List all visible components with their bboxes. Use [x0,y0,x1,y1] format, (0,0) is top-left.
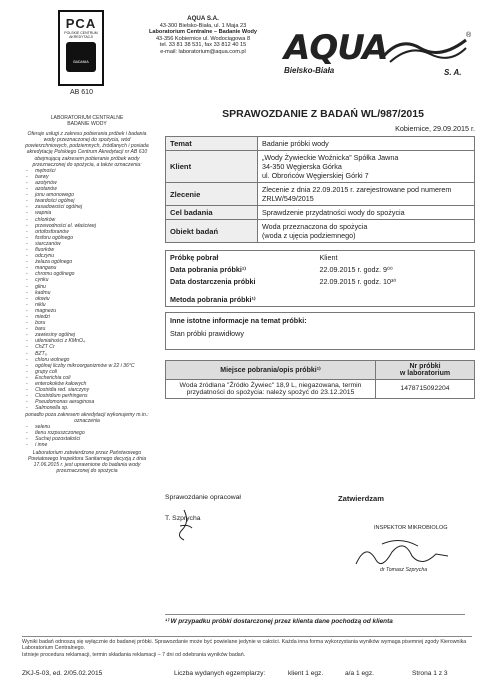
sidebar-analysis-list [22,168,152,412]
list-item-text: i inne [35,441,48,448]
sample-by-label: Próbkę pobrał [170,252,219,262]
table-row [166,183,475,206]
list-item-text: mętności [35,167,56,174]
place-header: Miejsce pobrania/opis próbki¹⁾ [166,360,376,379]
row-value: Sprawdzenie przydatności wody do spożycia [258,206,475,220]
company-line4: tel. 33 81 38 531, fax 33 812 40 15 [159,42,247,49]
sample-table [165,250,475,307]
table-row [166,251,475,264]
list-item-text: przewodności el. właściwej [35,222,96,229]
logo-city: Bielsko-Biała [284,66,335,75]
logo-registered: ® [466,32,472,39]
row-label: Cel badania [166,206,258,220]
list-item-text: Clostridium perfringens [35,393,88,400]
info-label: Inne istotne informacje na temat próbki: [170,315,307,325]
table-row [166,220,475,243]
date-take-value: 22.09.2015 r. godz. 9⁰⁰ [319,264,393,274]
table-row [166,206,475,220]
table-header-row [166,360,475,379]
place-value: Woda źródlana "Źródło Żywiec" 18,9 L, niegazowana, termin przydatności do spożycia: należy spożyć do 23.12.2015 [166,379,376,398]
list-item-text: magnezu [35,307,57,314]
list-item-text: zasadowości ogólnej [35,204,83,211]
row-value: Badanie próbki wody [258,137,475,151]
list-item-text: wapnia [35,210,52,217]
accreditation-code: AB 610 [70,89,93,96]
report-main [165,108,475,399]
list-item-text: fluorków [35,246,55,253]
row-value: „Wody Żywieckie Woźnicka” Spółka Jawna 34-350 Węgierska Górka ul. Obrońców Węgierskiej Górki 7 [258,151,475,183]
company-name: AQUA S.A. [187,15,219,22]
copies-client: klient 1 egz. [288,670,324,677]
list-item-text: grupy coli [35,368,57,375]
list-item-text: barwy [35,173,49,180]
approve-name: dr Tomasz Szprycha [380,567,428,573]
company-line2: Laboratorium Centralne – Badanie Wody [148,29,258,36]
approval-signature-icon [352,534,452,574]
report-title: SPRAWOZDANIE Z BADAŃ WL/987/2015 [222,108,424,120]
info-value: Stan próbki prawidłowy [170,328,244,338]
footer-line2: Istnieje procedura reklamacji, termin składania reklamacji – 7 dni od odebrania wyników badań. [22,651,246,658]
method-value [316,287,475,306]
list-item-text: Escherichia coli [35,374,71,381]
list-item-text: chloru wolnego [35,356,70,363]
list-item-text: azotanów [35,186,57,193]
sample-place-table [165,360,475,399]
page-number: Strona 1 z 3 [412,670,448,677]
report-place-date: Kobiernice, 29.09.2015 r. [395,124,475,133]
list-item-text: Salmonella sp. [35,405,69,412]
list-item-text: Clostridia red. siarczyny [35,387,90,394]
list-item-text: niklu [35,301,46,308]
pca-accreditation-badge [58,10,104,86]
list-item-text: Suchej pozostałości [35,435,81,442]
list-item-text: jonu amonowego [35,192,74,199]
signature-icon [170,508,200,542]
list-item-text: tlenu rozpuszczonego [35,429,85,436]
row-label: Zlecenie [166,183,258,206]
list-item-text: BZT₅ [35,350,47,357]
footnote: ¹⁾ W przypadku próbki dostarczonej przez klienta dane pochodzą od klienta [165,614,465,625]
list-item-text: selenu [35,423,51,430]
table-row [166,151,475,183]
list-item-text: miedzi [35,314,50,320]
list-item-text: zawiesiny ogólnej [35,332,76,339]
approve-role: INSPEKTOR MIKROBIOLOG [374,525,448,531]
nr-header: Nr próbki w laboratorium [376,360,475,379]
table-row [166,137,475,151]
row-value: Zlecenie z dnia 22.09.2015 r. zarejestrowane pod numerem ZRLW/549/2015 [258,183,475,206]
list-item-text: fosforu ogólnego [35,234,74,241]
list-item-text: siarczanów [35,240,61,247]
company-line1: 43-300 Bielsko-Biała, ul. 1 Maja 23 [159,22,247,29]
table-row [166,263,475,275]
list-item-text: ChZT Cr [35,344,55,351]
list-item-text: utlenialności z KMnO₄ [35,338,86,345]
copies-label: Liczba wydanych egzemplarzy: [174,670,266,677]
prepared-name: T. Szprycha [165,515,201,522]
copies-aa: a/a 1 egz. [345,670,374,677]
date-deliv-value: 22.09.2015 r. godz. 10³⁰ [319,276,397,286]
table-row [166,275,475,287]
sidebar-head2: BADANIE WODY [67,121,107,128]
list-item-text: baru [35,326,46,333]
sidebar-head1: LABORATORIUM CENTRALNE [50,115,124,121]
row-label: Klient [166,151,258,183]
date-deliv-label: Data dostarczenia próbki [170,276,256,286]
list-item [26,442,152,448]
pca-stamp-icon [66,42,96,72]
list-item-text: chlorków [35,216,56,223]
list-item-text: żelaza ogólnego [35,259,73,266]
list-item-text: azotynów [35,179,57,186]
list-item-text: ogólnej liczby mikroorganizmów w 22 i 36°C [35,362,135,369]
form-code: ZKJ-5-03, ed. 2/05.02.2015 [22,670,103,677]
approve-label: Zatwierdzam [338,494,384,503]
pca-title: PCA [65,16,97,31]
row-value: Woda przeznaczona do spożycia (woda z ujęcia podziemnego) [258,220,475,243]
nr-value: 1478715092204 [376,379,475,398]
pca-sub2: AKREDYTACJI [69,35,93,39]
table-row [166,287,475,306]
date-take-label: Data pobrania próbki¹⁾ [170,264,247,274]
company-line3: 43-356 Kobiernice ul. Wodociągowa 8 [155,35,251,42]
footer-notice [22,636,472,658]
row-label: Temat [166,137,258,151]
list-item-text: cynku [35,277,49,284]
aqua-logo [284,28,474,82]
sidebar-extra-list [22,424,152,448]
sidebar-outro: Laboratorium zatwierdzone przez Państwowego Powiatowego Inspektora Sanitarnego decyzją z dnia 17.06.2015 r. jest uprawnione do badania wody przeznaczonej do spożycia [27,450,147,475]
list-item-text: Pseudomonas aeruginosa [35,399,95,406]
pca-stamp-label: BADANIA [73,60,89,64]
sidebar-intro: Oferuje usługi z zakresu pobierania próbek i badania wody przeznaczonej do spożycia, wód powierzchniowych, podziemnych, źródlanych i posiada akredytację Polskiego Centrum Akredytacji nr AB 610 obejmującą zakresem pobieranie próbek wody przeznaczonej do spożycia, a także oznaczenia: [25,131,149,168]
list-item-text: kadmu [35,289,51,296]
info-box [165,312,475,350]
list-item [26,363,152,369]
list-item-text: enterokoków kałowych [35,381,87,388]
list-item-text: twardości ogólnej [35,198,75,205]
pca-sub1: POLSKIE CENTRUM [64,31,98,35]
sidebar-mid: ponadto poza zakresem akredytacji wykonujemy m.in.: oznaczenia [25,411,149,424]
report-info-table [165,136,475,243]
list-item-text: odczynu [35,253,55,260]
list-item-text: manganu [35,265,57,272]
prepared-label: Sprawozdanie opracował [165,494,241,501]
wave-logo-icon [380,34,470,64]
list-item-text: glinu [35,283,46,290]
company-line5: e-mail: laboratorium@aqua.com.pl [160,48,246,55]
lab-sidebar [22,115,152,474]
list-item-text: boru [35,320,46,327]
list-item-text: ortofosforanów [35,228,69,235]
footer-line1: Wyniki badań odnoszą się wyłącznie do badanej próbki. Sprawozdanie może być powielane jedynie w całości. Każda inna forma wykorzystania wyników wymaga pisemnej zgody Kierownika Laboratorium Centralnego. [22,639,467,652]
sample-by-value: Klient [319,252,338,262]
company-address [128,16,278,56]
method-label: Metoda pobrania próbki¹⁾ [170,295,256,304]
list-item-text: ołowiu [35,295,50,302]
list-item-text: chromu ogólnego [35,271,75,278]
row-label: Obiekt badań [166,220,258,243]
logo-text: AQUA [284,28,388,68]
table-row [166,379,475,398]
logo-sa: S. A. [444,68,462,77]
